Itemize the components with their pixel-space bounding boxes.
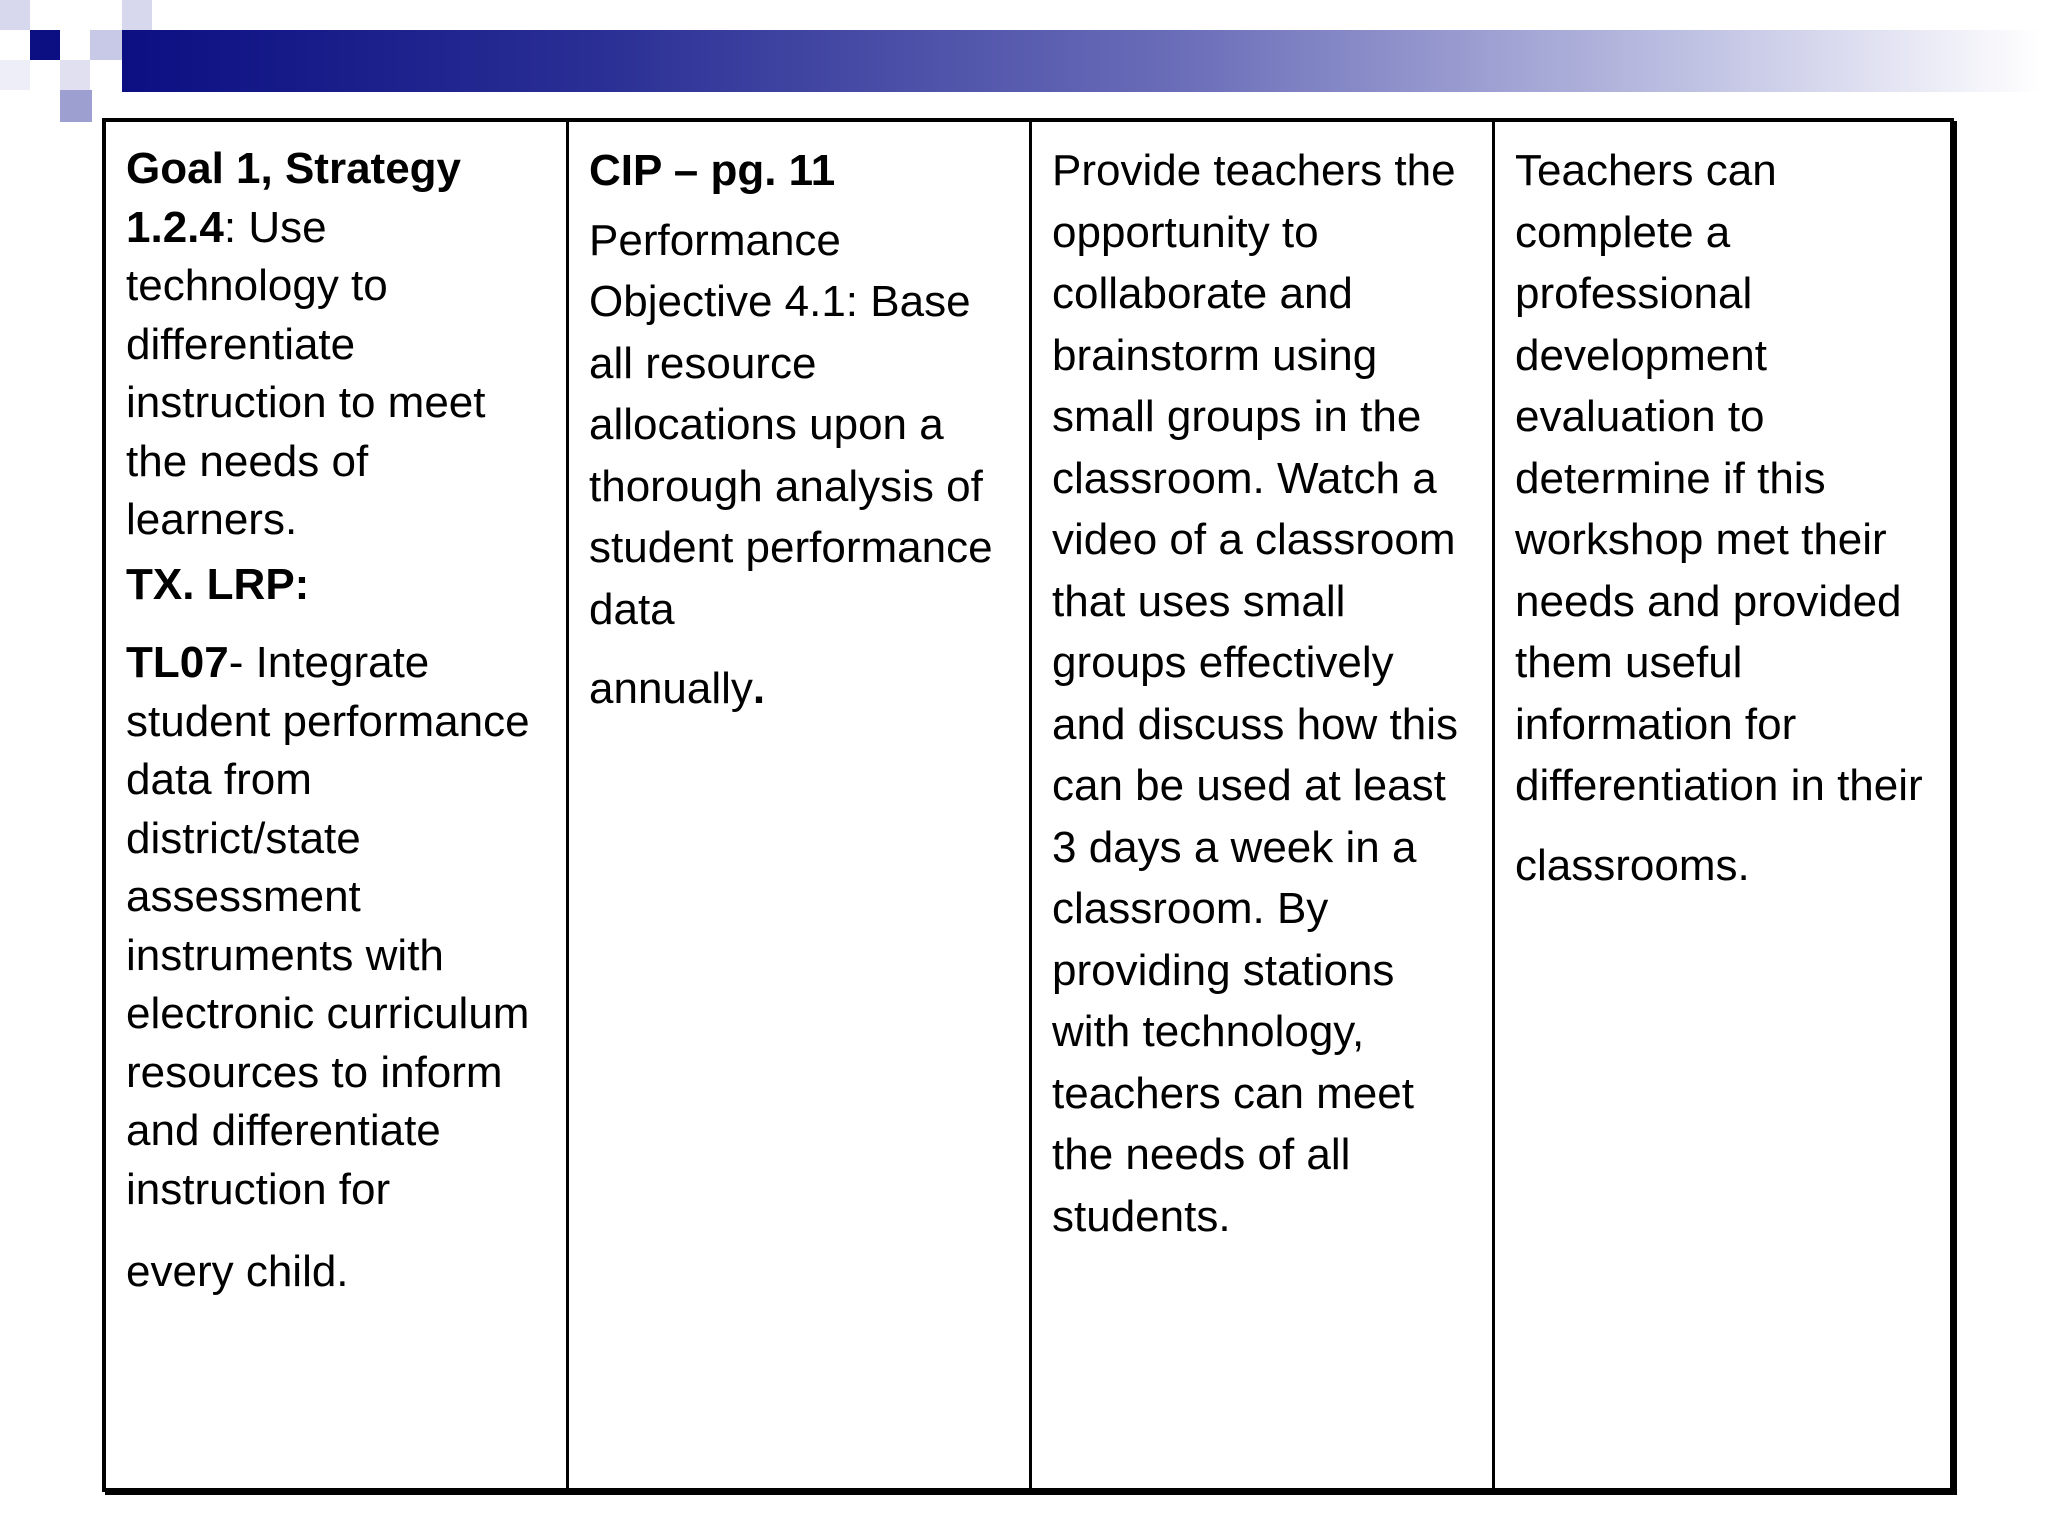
goal-paragraph xyxy=(126,140,546,550)
table-cell-activity xyxy=(1032,122,1495,1488)
objective-tail-word: annually xyxy=(589,664,753,713)
evaluation-text: Teachers can complete a professional development evaluation to determine if this workshop met their needs and provided them useful information for differentiation in their xyxy=(1515,146,1923,810)
table-cell-evaluation xyxy=(1495,122,1950,1488)
table-cell-goal xyxy=(106,122,569,1488)
objective-tail xyxy=(589,658,1009,720)
header-gradient-bar xyxy=(122,30,2042,92)
tl07-tail: every child. xyxy=(126,1247,349,1296)
goal-strategy-text: : Use technology to differentiate instruction to meet the needs of learners. xyxy=(126,202,486,544)
goal-strategy-label: Goal 1, Strategy 1.2.4 xyxy=(126,144,462,252)
header-decoration-square xyxy=(60,60,90,90)
evaluation-tail: classrooms. xyxy=(1515,840,1750,890)
header-decoration-square xyxy=(122,0,152,30)
performance-objective: Performance Objective 4.1: Base all resource allocations upon a thorough analysis of student performance data xyxy=(589,215,993,634)
header-decoration-square xyxy=(60,90,92,122)
objective-tail-period: . xyxy=(752,664,766,713)
activity-text: Provide teachers the opportunity to collaborate and brainstorm using small groups in the classroom. Watch a video of a classroom that uses small groups effectively and discuss how this can be used at least 3 days a week in a classroom. By providing stations with technology, teachers can meet the needs of all students. xyxy=(1052,146,1458,1241)
header-decoration-square xyxy=(0,0,30,30)
header-decoration-square xyxy=(30,30,60,60)
tl07-text: - Integrate student performance data from district/state assessment instruments with electronic curriculum resources to inform and differentiate instruction for xyxy=(126,638,530,1214)
content-table xyxy=(102,118,1954,1492)
tl07-label: TL07 xyxy=(126,638,229,687)
tl07-paragraph xyxy=(126,634,546,1219)
header-decoration-square xyxy=(90,30,122,60)
header-decoration-square xyxy=(0,60,30,90)
cip-title: CIP – pg. 11 xyxy=(589,146,836,195)
lrp-heading: TX. LRP: xyxy=(126,559,310,609)
table-cell-cip xyxy=(569,122,1032,1488)
